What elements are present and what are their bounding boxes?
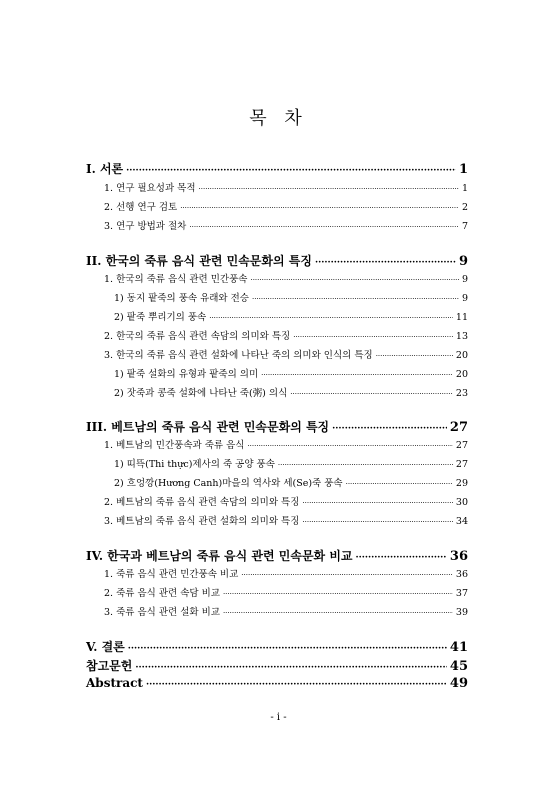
toc-entry-label: Abstract	[86, 676, 143, 690]
toc-entry-page: 2	[461, 202, 468, 213]
toc-leader-dots	[356, 553, 447, 563]
toc-leader-dots	[252, 295, 459, 303]
toc-entry[interactable]	[104, 271, 468, 285]
toc-entry-label: 1) 팥죽 설화의 유형과 팥죽의 의미	[114, 369, 259, 380]
toc-entry-label: 2. 죽류 음식 관련 속담 비교	[104, 588, 220, 599]
toc-entry[interactable]	[104, 437, 468, 451]
toc-entry-page: 20	[455, 350, 468, 361]
toc-entry-label: 2. 베트남의 죽류 음식 관련 속담의 의미와 특징	[104, 497, 300, 508]
toc-entry[interactable]	[86, 547, 468, 564]
toc-entry-page: 1	[458, 162, 468, 177]
toc-entry[interactable]	[86, 657, 468, 674]
toc-entry[interactable]	[86, 676, 468, 691]
toc-entry-page: 9	[461, 293, 468, 304]
toc-leader-dots	[346, 480, 453, 488]
toc-leader-dots	[189, 223, 459, 231]
toc-entry[interactable]	[104, 566, 468, 580]
toc-entry[interactable]	[104, 604, 468, 618]
toc-entry-label: 1. 한국의 죽류 음식 관련 민간풍속	[104, 274, 248, 285]
toc-entry[interactable]	[104, 347, 468, 361]
toc-entry[interactable]	[104, 199, 468, 213]
toc-entry-page: 30	[455, 497, 468, 508]
toc-entry-label: 2. 한국의 죽류 음식 관련 속담의 의미와 특징	[104, 331, 291, 342]
toc-leader-dots	[261, 371, 453, 379]
toc-entry-label: V. 결론	[86, 640, 125, 654]
toc-entry-page: 45	[449, 659, 468, 674]
toc-entry-label: III. 베트남의 죽류 음식 관련 민속문화의 특징	[86, 420, 330, 434]
toc-leader-dots	[302, 518, 453, 526]
toc-entry[interactable]	[86, 418, 468, 435]
toc-entry-label: 1. 연구 필요성과 목적	[104, 183, 196, 194]
toc-entry[interactable]	[114, 456, 468, 470]
toc-entry-page: 41	[449, 640, 468, 655]
toc-entry-page: 9	[458, 254, 468, 269]
toc-entry[interactable]	[86, 638, 468, 655]
toc-entry[interactable]	[104, 513, 468, 527]
toc-entry[interactable]	[104, 180, 468, 194]
toc-entry-page: 29	[455, 478, 468, 489]
toc-entry[interactable]	[114, 385, 468, 399]
toc-entry-page: 23	[455, 388, 468, 399]
toc-entry[interactable]	[114, 475, 468, 489]
page-title: 목 차	[249, 108, 308, 129]
toc-leader-dots	[376, 352, 453, 360]
toc-entry[interactable]	[86, 160, 468, 177]
toc-leader-dots	[332, 424, 447, 434]
toc-entry[interactable]	[104, 328, 468, 342]
toc-leader-dots	[241, 571, 453, 579]
toc-leader-dots	[290, 390, 453, 398]
toc-entry-page: 36	[449, 549, 468, 564]
toc-entry[interactable]	[104, 218, 468, 232]
toc-leader-dots	[250, 276, 458, 284]
toc-entry-page: 49	[449, 676, 468, 691]
toc-entry-label: 2) 팥죽 뿌리기의 풍속	[114, 312, 207, 323]
toc-entry-label: 3. 죽류 음식 관련 설화 비교	[104, 607, 220, 618]
toc-leader-dots	[135, 663, 447, 673]
toc-entry-page: 39	[455, 607, 468, 618]
toc-entry-label: 2) 잣죽과 콩죽 설화에 나타난 죽(粥) 의식	[114, 388, 288, 399]
toc-entry-page: 27	[455, 440, 468, 451]
toc-entry-page: 1	[461, 183, 468, 194]
toc-entry-label: 2) 흐엉깡(Hương Canh)마을의 역사와 세(Se)죽 풍속	[114, 478, 343, 489]
toc-entry[interactable]	[114, 366, 468, 380]
toc-entry-page: 7	[461, 221, 468, 232]
toc-leader-dots	[209, 314, 453, 322]
toc-entry-label: 2. 선행 연구 검토	[104, 202, 178, 213]
toc-entry[interactable]	[86, 252, 468, 269]
toc-leader-dots	[199, 185, 459, 193]
page-number-footer: - i -	[270, 712, 287, 723]
toc-entry-page: 36	[455, 569, 468, 580]
toc-entry-page: 34	[455, 516, 468, 527]
toc-entry[interactable]	[114, 290, 468, 304]
toc-leader-dots	[128, 644, 447, 654]
toc-leader-dots	[126, 166, 456, 176]
toc-leader-dots	[278, 461, 453, 469]
toc-entry-page: 27	[455, 459, 468, 470]
toc-entry-label: 1. 죽류 음식 관련 민간풍속 비교	[104, 569, 239, 580]
toc-leader-dots	[302, 499, 453, 507]
toc-entry-page: 27	[449, 420, 468, 435]
toc-leader-dots	[315, 258, 456, 268]
toc-entry[interactable]	[104, 494, 468, 508]
toc-entry[interactable]	[114, 309, 468, 323]
toc-entry-page: 37	[455, 588, 468, 599]
toc-leader-dots	[146, 680, 447, 690]
toc-entry-label: 3. 베트남의 죽류 음식 관련 설화의 의미와 특징	[104, 516, 300, 527]
toc-entry-label: 참고문헌	[86, 659, 133, 673]
toc-entry-label: 1) 동지 팥죽의 풍속 유래와 전승	[114, 293, 249, 304]
toc-leader-dots	[223, 609, 453, 617]
toc-entry[interactable]	[104, 585, 468, 599]
toc-entry-label: I. 서론	[86, 162, 124, 176]
toc-leader-dots	[247, 442, 452, 450]
toc-leader-dots	[180, 204, 459, 212]
toc-entry-page: 9	[461, 274, 468, 285]
toc-entry-page: 20	[455, 369, 468, 380]
toc-entry-page: 13	[455, 331, 468, 342]
toc-entry-label: II. 한국의 죽류 음식 관련 민속문화의 특징	[86, 254, 312, 268]
toc-entry-label: IV. 한국과 베트남의 죽류 음식 관련 민속문화 비교	[86, 549, 353, 563]
toc-entry-label: 1. 베트남의 민간풍속과 죽류 음식	[104, 440, 245, 451]
toc-leader-dots	[223, 590, 453, 598]
toc-entry-page: 11	[455, 312, 468, 323]
toc-entry-label: 1) 띠뜩(Thi thực)제사의 죽 공양 풍속	[114, 459, 275, 470]
toc-leader-dots	[293, 333, 453, 341]
toc-entry-label: 3. 한국의 죽류 음식 관련 설화에 나타난 죽의 의미와 인식의 특징	[104, 350, 373, 361]
toc-entry-label: 3. 연구 방법과 절차	[104, 221, 187, 232]
